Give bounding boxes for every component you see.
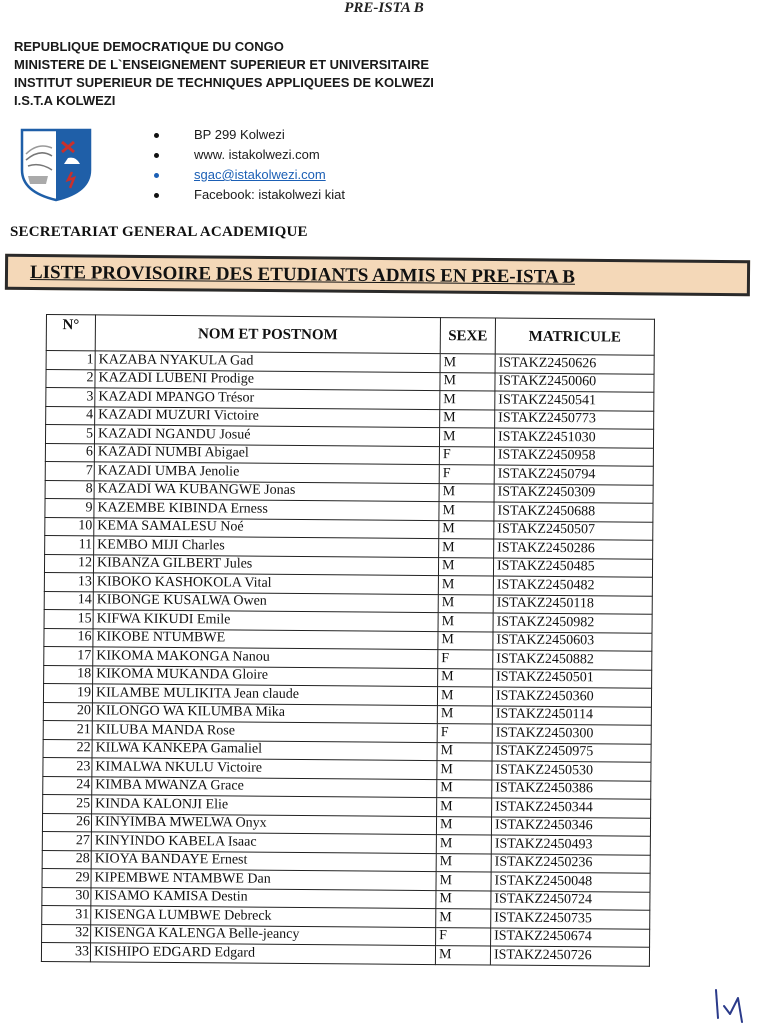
cell-name: KILONGO WA KILUMBA Mika [92,702,437,723]
cell-sex: F [437,724,492,743]
cell-number: 24 [43,776,92,795]
cell-number: 17 [44,646,93,665]
page-top-label: PRE-ISTA B [344,0,424,16]
cell-name: KISAMO KAMISA Destin [91,887,436,908]
column-header-matricule: MATRICULE [495,318,654,355]
cell-sex: M [436,835,491,854]
cell-matricule: ISTAKZ2450286 [494,539,653,559]
cell-name: KISENGA LUMBWE Debreck [91,906,436,927]
cell-sex: M [436,890,491,909]
cell-sex: M [436,872,491,891]
cell-sex: F [439,446,494,465]
cell-number: 33 [41,942,90,961]
cell-name: KINYINDO KABELA Isaac [91,832,436,853]
department-title: SECRETARIAT GENERAL ACADEMIQUE [10,224,308,240]
cell-sex: F [439,465,494,484]
cell-sex: M [438,576,493,595]
cell-sex: M [439,428,494,447]
cell-matricule: ISTAKZ2450975 [492,743,651,763]
cell-number: 26 [42,813,91,832]
cell-name: KIPEMBWE NTAMBWE Dan [91,869,436,890]
cell-number: 18 [44,665,93,684]
contact-website[interactable]: www. istakolwezi.com [150,147,345,167]
cell-name: KEMA SAMALESU Noé [94,517,439,538]
cell-number: 4 [46,406,95,425]
cell-number: 30 [42,887,91,906]
cell-sex: M [439,539,494,558]
column-header-sex: SEXE [440,318,495,354]
contact-bp: BP 299 Kolwezi [150,127,345,147]
cell-matricule: ISTAKZ2450485 [493,558,652,578]
cell-number: 11 [45,535,94,554]
cell-matricule: ISTAKZ2450530 [492,761,651,781]
cell-name: KAZADI WA KUBANGWE Jonas [94,480,439,501]
cell-number: 25 [43,794,92,813]
cell-number: 6 [45,443,94,462]
cell-name: KISHIPO EDGARD Edgard [90,943,435,964]
cell-sex: M [439,502,494,521]
table-body [41,351,654,966]
cell-name: KAZADI NUMBI Abigael [94,443,439,464]
institution-header [14,38,434,110]
cell-number: 27 [42,831,91,850]
cell-sex: M [440,372,495,391]
cell-matricule: ISTAKZ2450360 [492,687,651,707]
institution-line: INSTITUT SUPERIEUR DE TECHNIQUES APPLIQUEES DE KOLWEZI [14,75,434,90]
cell-matricule: ISTAKZ2450118 [493,595,652,615]
cell-number: 5 [45,425,94,444]
cell-sex: M [436,816,491,835]
cell-number: 7 [45,461,94,480]
cell-name: KIFWA KIKUDI Emile [93,610,438,631]
cell-matricule: ISTAKZ2450386 [492,780,651,800]
cell-number: 12 [44,554,93,573]
cell-number: 29 [42,868,91,887]
cell-sex: F [438,650,493,669]
cell-matricule: ISTAKZ2451030 [494,428,653,448]
cell-matricule: ISTAKZ2450688 [494,502,653,522]
title-banner [5,254,750,296]
contact-facebook: Facebook: istakolwezi kiat [150,187,345,207]
cell-matricule: ISTAKZ2450982 [493,613,652,633]
cell-sex: M [440,391,495,410]
cell-number: 10 [45,517,94,536]
cell-matricule: ISTAKZ2450603 [493,632,652,652]
cell-matricule: ISTAKZ2450060 [495,373,654,393]
cell-matricule: ISTAKZ2450236 [491,854,650,874]
cell-name: KIMALWA NKULU Victoire [92,758,437,779]
cell-sex: M [438,668,493,687]
cell-name: KIBANZA GILBERT Jules [93,554,438,575]
cell-matricule: ISTAKZ2450773 [495,410,654,430]
contact-list [150,127,345,207]
cell-sex: M [438,594,493,613]
institution-line: I.S.T.A KOLWEZI [14,93,116,108]
cell-matricule: ISTAKZ2450674 [491,928,650,948]
cell-name: KIMBA MWANZA Grace [92,776,437,797]
cell-number: 15 [44,609,93,628]
cell-number: 19 [43,683,92,702]
cell-number: 23 [43,757,92,776]
cell-number: 2 [46,369,95,388]
cell-matricule: ISTAKZ2450501 [493,669,652,689]
document-title: LISTE PROVISOIRE DES ETUDIANTS ADMIS EN PRE-ISTA B [29,261,576,288]
cell-name: KIOYA BANDAYE Ernest [91,850,436,871]
cell-name: KILUBA MANDA Rose [92,721,437,742]
cell-number: 13 [44,572,93,591]
cell-name: KAZEMBE KIBINDA Erness [94,499,439,520]
cell-number: 28 [42,850,91,869]
cell-name: KAZADI MPANGO Trésor [95,388,440,409]
cell-sex: M [437,798,492,817]
cell-name: KILWA KANKEPA Gamaliel [92,739,437,760]
cell-sex: M [437,705,492,724]
ista-logo-icon [18,126,94,202]
cell-sex: M [437,779,492,798]
cell-matricule: ISTAKZ2450794 [494,465,653,485]
cell-name: KINYIMBA MWELWA Onyx [91,813,436,834]
cell-sex: F [436,927,491,946]
cell-matricule: ISTAKZ2450048 [491,872,650,892]
cell-sex: M [439,520,494,539]
table-header-row [46,315,654,356]
cell-sex: M [436,909,491,928]
cell-name: KAZABA NYAKULA Gad [95,351,440,372]
cell-number: 32 [42,924,91,943]
handwritten-page-mark-icon [710,984,754,1024]
cell-number: 21 [43,720,92,739]
cell-sex: M [438,613,493,632]
column-header-name: NOM ET POSTNOM [95,315,440,354]
cell-sex: M [437,687,492,706]
cell-matricule: ISTAKZ2450482 [493,576,652,596]
cell-name: KAZADI UMBA Jenolie [94,462,439,483]
cell-matricule: ISTAKZ2450626 [495,354,654,374]
cell-matricule: ISTAKZ2450493 [491,835,650,855]
cell-sex: M [438,631,493,650]
cell-sex: M [438,557,493,576]
cell-number: 31 [42,905,91,924]
cell-name: KIBONGE KUSALWA Owen [93,591,438,612]
cell-number: 9 [45,498,94,517]
cell-sex: M [437,761,492,780]
cell-number: 20 [43,702,92,721]
cell-number: 16 [44,628,93,647]
student-table [41,314,655,966]
cell-sex: M [439,483,494,502]
contact-email-link[interactable]: sgac@istakolwezi.com [194,167,326,182]
cell-name: KIBOKO KASHOKOLA Vital [93,573,438,594]
contact-email-item [150,167,345,187]
cell-matricule: ISTAKZ2450541 [495,391,654,411]
institution-line: MINISTERE DE L`ENSEIGNEMENT SUPERIEUR ET UNIVERSITAIRE [14,57,430,72]
cell-name: KAZADI LUBENI Prodige [95,369,440,390]
cell-matricule: ISTAKZ2450309 [494,484,653,504]
cell-sex: M [440,354,495,373]
cell-sex: M [440,409,495,428]
column-header-number: N° [46,315,95,351]
cell-matricule: ISTAKZ2450114 [492,706,651,726]
cell-matricule: ISTAKZ2450507 [494,521,653,541]
cell-sex: M [435,946,490,965]
cell-number: 3 [46,388,95,407]
cell-name: KAZADI NGANDU Josué [94,425,439,446]
table-row [41,942,649,965]
cell-name: KIKOBE NTUMBWE [93,628,438,649]
cell-matricule: ISTAKZ2450346 [491,817,650,837]
cell-matricule: ISTAKZ2450726 [490,946,649,966]
cell-sex: M [436,853,491,872]
cell-matricule: ISTAKZ2450882 [493,650,652,670]
cell-name: KILAMBE MULIKITA Jean claude [92,684,437,705]
cell-name: KEMBO MIJI Charles [94,536,439,557]
cell-matricule: ISTAKZ2450300 [492,724,651,744]
cell-number: 22 [43,739,92,758]
cell-name: KIKOMA MUKANDA Gloire [93,665,438,686]
cell-sex: M [437,742,492,761]
cell-matricule: ISTAKZ2450344 [492,798,651,818]
cell-name: KINDA KALONJI Elie [92,795,437,816]
cell-matricule: ISTAKZ2450724 [491,891,650,911]
student-table-wrapper [41,314,655,966]
cell-number: 1 [46,351,95,370]
institution-line: REPUBLIQUE DEMOCRATIQUE DU CONGO [14,39,284,54]
cell-number: 8 [45,480,94,499]
cell-matricule: ISTAKZ2450958 [494,447,653,467]
cell-name: KIKOMA MAKONGA Nanou [93,647,438,668]
cell-name: KISENGA KALENGA Belle-jeancy [91,924,436,945]
cell-matricule: ISTAKZ2450735 [491,909,650,929]
cell-number: 14 [44,591,93,610]
cell-name: KAZADI MUZURI Victoire [95,406,440,427]
